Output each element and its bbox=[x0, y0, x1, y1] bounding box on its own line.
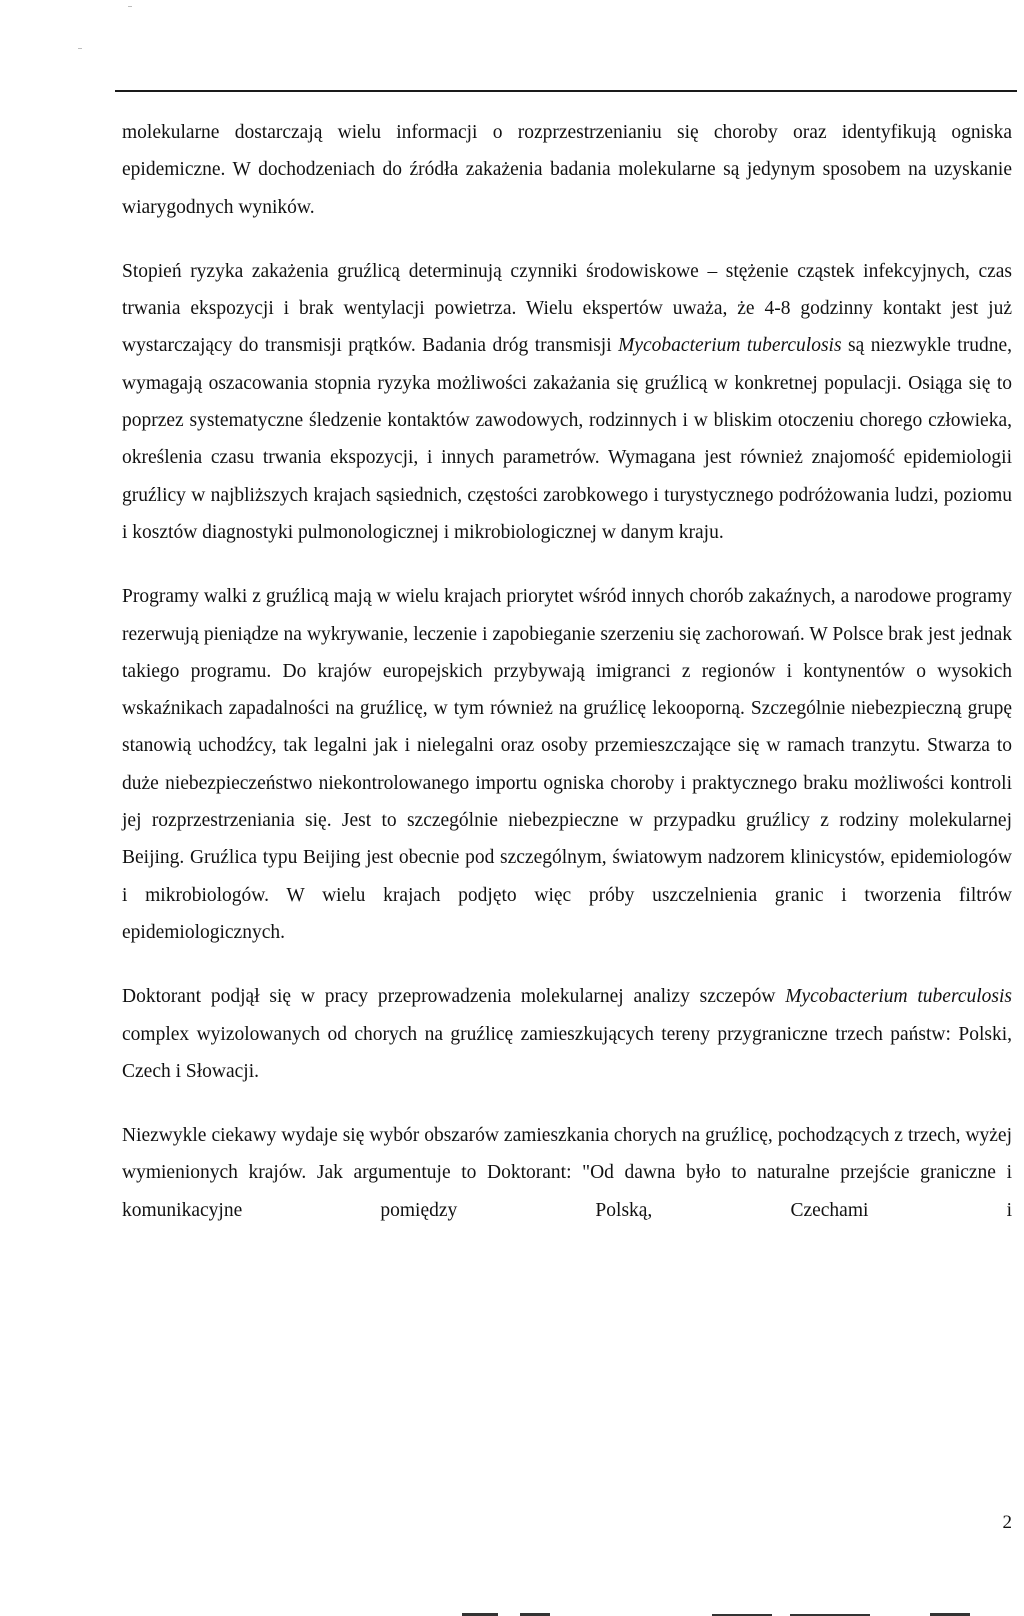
scan-speck bbox=[128, 6, 132, 7]
paragraph-5-text: Niezwykle ciekawy wydaje się wybór obszarów zamieszkania chorych na gruźlicę, pochodzących z trzech, wyżej wymienionych krajów. Jak argumentuje to Doktorant: "Od dawna było to naturalne przejście graniczne i komunikacyjne pomiędzy Polską, Czechami i bbox=[122, 1125, 1012, 1221]
document-body bbox=[122, 114, 1012, 1229]
paragraph-3 bbox=[122, 578, 1012, 951]
header-rule bbox=[115, 90, 1017, 92]
paragraph-2-text-a: Stopień ryzyka zakażenia gruźlicą determinują czynniki środowiskowe – stężenie cząstek infekcyjnych, czas trwania ekspozycji i brak wentylacji powietrza. Wielu ekspertów uważa, że 4-8 godzinny kontakt jest już wystarczający do transmisji prątków. Badania dróg transmisji bbox=[122, 260, 1012, 357]
paragraph-3-text: Programy walki z gruźlicą mają w wielu krajach priorytet wśród innych chorób zakaźnych, a narodowe programy rezerwują pieniądze na wykrywanie, leczenie i zapobieganie szerzeniu się zachorowań. W Polsce brak jest jednak takiego programu. Do krajów europejskich przybywają imigranci z regionów i kontynentów o wysokich wskaźnikach zapadalności na gruźlicę, w tym również na gruźlicę lekooporną. Szczególnie niebezpieczną grupę stanowią uchodźcy, tak legalni jak i nielegalni oraz osoby przemieszczające się w ramach tranzytu. Stwarza to duże niebezpieczeństwo niekontrolowanego importu ogniska choroby i praktycznego braku możliwości kontroli jej rozprzestrzeniania się. Jest to szczególnie niebezpieczne w przypadku gruźlicy z rodziny molekularnej Beijing. Gruźlica typu Beijing jest obecnie pod szczególnym, światowym nadzorem klinicystów, epidemiologów i mikrobiologów. W wielu krajach podjęto więc próby uszczelnienia granic i tworzenia filtrów epidemiologicznych. bbox=[122, 586, 1012, 943]
paragraph-4 bbox=[122, 978, 1012, 1090]
paragraph-4-text-b: complex wyizolowanych od chorych na gruźlicę zamieszkujących tereny przygraniczne trzech państw: Polski, Czech i Słowacji. bbox=[122, 1023, 1012, 1082]
paragraph-4-text-a: Doktorant podjął się w pracy przeprowadzenia molekularnej analizy szczepów bbox=[122, 986, 786, 1008]
paragraph-1-text: molekularne dostarczają wielu informacji o rozprzestrzenianiu się choroby oraz identyfikują ogniska epidemiczne. W dochodzeniach do źródła zakażenia badania molekularne są jedynym sposobem na uzyskanie wiarygodnych wyników. bbox=[122, 122, 1012, 218]
scan-speck bbox=[78, 48, 82, 49]
species-name-italic: Mycobacterium tuberculosis bbox=[618, 335, 842, 357]
paragraph-5 bbox=[122, 1117, 1012, 1229]
page-number: 2 bbox=[1002, 1512, 1012, 1533]
scan-bottom-artifacts bbox=[0, 1604, 1024, 1616]
paragraph-2-text-b: są niezwykle trudne, wymagają oszacowania stopnia ryzyka możliwości zakażania się gruźlicą w konkretnej populacji. Osiąga się to poprzez systematyczne śledzenie kontaktów zawodowych, rodzinnych i w bliskim otoczeniu chorego człowieka, określenia czasu trwania ekspozycji, i innych parametrów. Wymagana jest również znajomość epidemiologii gruźlicy w najbliższych krajach sąsiednich, częstości zarobkowego i turystycznego podróżowania ludzi, poziomu i kosztów diagnostyki pulmonologicznej i mikrobiologicznej w danym kraju. bbox=[122, 335, 1012, 543]
species-name-italic: Mycobacterium tuberculosis bbox=[785, 986, 1012, 1008]
paragraph-1 bbox=[122, 114, 1012, 226]
paragraph-2 bbox=[122, 253, 1012, 551]
